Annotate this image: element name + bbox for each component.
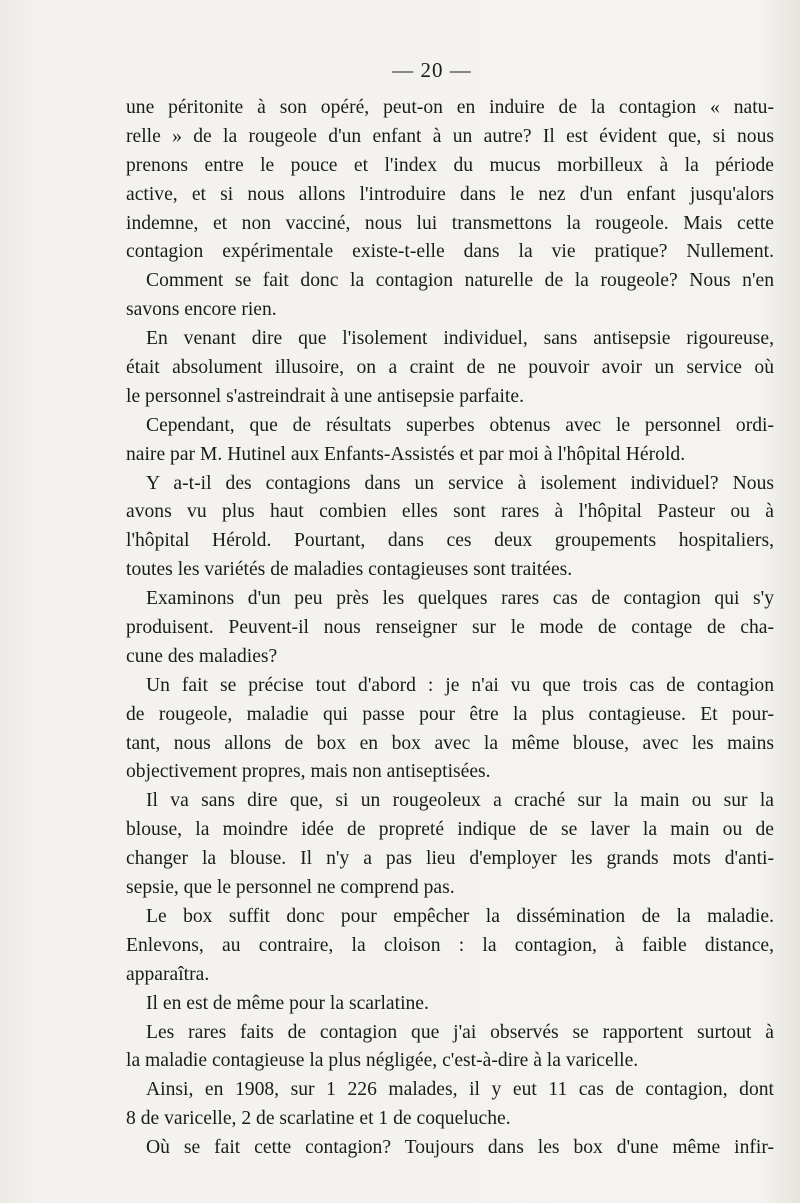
text-line: 8 de varicelle, 2 de scarlatine et 1 de coqueluche. bbox=[126, 1108, 511, 1130]
text-line: relle » de la rougeole d'un enfant à un autre? Il est évident que, si nous bbox=[126, 125, 774, 147]
text-line: Il va sans dire que, si un rougeoleux a craché sur la main ou sur la bbox=[146, 790, 774, 812]
text-line: la maladie contagieuse la plus négligée, c'est-à-dire à la varicelle. bbox=[126, 1050, 639, 1072]
text-line: savons encore rien. bbox=[126, 299, 277, 321]
body-text bbox=[126, 94, 774, 1163]
text-line: changer la blouse. Il n'y a pas lieu d'employer les grands mots d'anti- bbox=[126, 848, 774, 870]
text-line: tant, nous allons de box en box avec la même blouse, avec les mains bbox=[126, 732, 774, 754]
text-line: Ainsi, en 1908, sur 1 226 malades, il y eut 11 cas de contagion, dont bbox=[146, 1079, 774, 1101]
text-line: sepsie, que le personnel ne comprend pas. bbox=[126, 877, 455, 899]
text-line: Comment se fait donc la contagion naturelle de la rougeole? Nous n'en bbox=[146, 270, 774, 292]
text-line: Il en est de même pour la scarlatine. bbox=[146, 992, 429, 1014]
page-number: — 20 — bbox=[392, 58, 472, 82]
text-line: contagion expérimentale existe-t-elle dans la vie pratique? Nullement. bbox=[126, 241, 774, 263]
text-line: Les rares faits de contagion que j'ai observés se rapportent surtout à bbox=[146, 1021, 774, 1043]
text-line: En venant dire que l'isolement individuel, sans antisepsie rigoureuse, bbox=[146, 328, 774, 350]
text-line: blouse, la moindre idée de propreté indique de se laver la main ou de bbox=[126, 819, 774, 841]
text-line: indemne, et non vacciné, nous lui transmettons la rougeole. Mais cette bbox=[126, 212, 774, 234]
text-line: toutes les variétés de maladies contagieuses sont traitées. bbox=[126, 559, 573, 581]
text-line: naire par M. Hutinel aux Enfants-Assistés et par moi à l'hôpital Hérold. bbox=[126, 443, 686, 465]
text-line: avons vu plus haut combien elles sont rares à l'hôpital Pasteur ou à bbox=[126, 501, 774, 523]
text-line: Examinons d'un peu près les quelques rares cas de contagion qui s'y bbox=[146, 588, 774, 610]
text-line: active, et si nous allons l'introduire dans le nez d'un enfant jusqu'alors bbox=[126, 183, 774, 205]
text-line: produisent. Peuvent-il nous renseigner sur le mode de contage de cha- bbox=[126, 617, 774, 639]
text-line: Un fait se précise tout d'abord : je n'ai vu que trois cas de contagion bbox=[146, 674, 774, 696]
text-line: Où se fait cette contagion? Toujours dans les box d'une même infir- bbox=[146, 1137, 774, 1159]
text-line: Le box suffit donc pour empêcher la dissémination de la maladie. bbox=[146, 905, 774, 927]
text-line: était absolument illusoire, on a craint de ne pouvoir avoir un service où bbox=[126, 357, 774, 379]
text-line: cune des maladies? bbox=[126, 645, 278, 667]
text-line: objectivement propres, mais non antiseptisées. bbox=[126, 761, 491, 783]
text-line: Enlevons, au contraire, la cloison : la contagion, à faible distance, bbox=[126, 934, 774, 956]
text-line: prenons entre le pouce et l'index du mucus morbilleux à la période bbox=[126, 154, 774, 176]
text-line: Y a-t-il des contagions dans un service à isolement individuel? Nous bbox=[146, 472, 774, 494]
text-line: de rougeole, maladie qui passe pour être la plus contagieuse. Et pour- bbox=[126, 703, 774, 725]
text-line: apparaîtra. bbox=[126, 963, 210, 985]
text-line: Cependant, que de résultats superbes obtenus avec le personnel ordi- bbox=[146, 414, 774, 436]
text-line: le personnel s'astreindrait à une antisepsie parfaite. bbox=[126, 385, 524, 407]
text-line: une péritonite à son opéré, peut-on en induire de la contagion « natu- bbox=[126, 97, 774, 118]
text-line: l'hôpital Hérold. Pourtant, dans ces deux groupements hospitaliers, bbox=[126, 530, 774, 552]
